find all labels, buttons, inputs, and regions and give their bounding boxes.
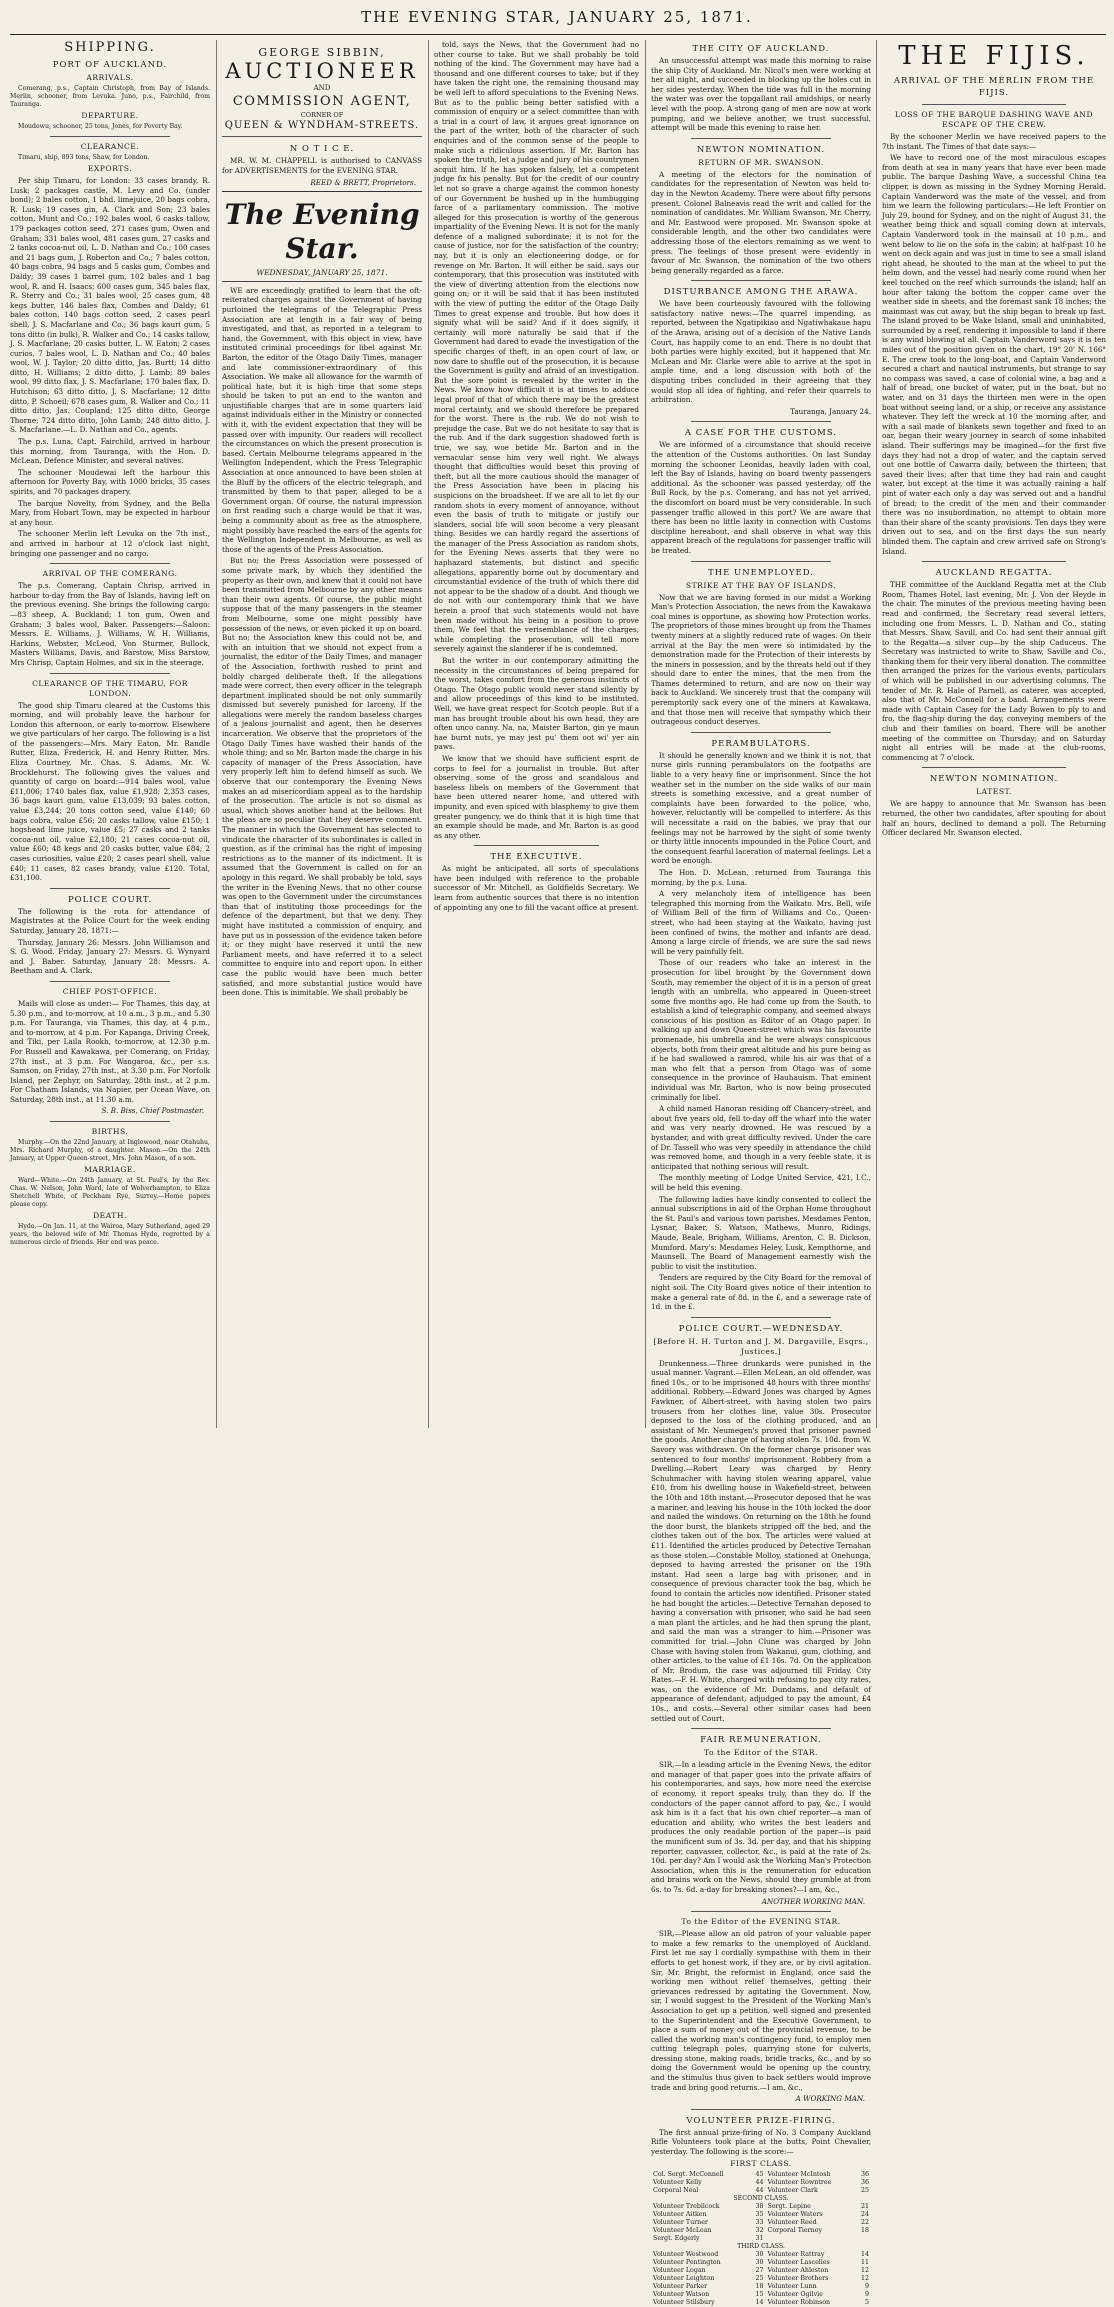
divider: [691, 1728, 831, 1729]
score-name: Volunteer Waters: [767, 2210, 823, 2218]
score-row: [651, 2291, 871, 2299]
ad-streets: QUEEN & WYNDHAM-STREETS.: [224, 119, 420, 131]
divider: [922, 561, 1066, 562]
score-row: [651, 2275, 871, 2283]
customs-heading: A CASE FOR THE CUSTOMS.: [684, 428, 838, 439]
post-office-heading: CHIEF POST-OFFICE.: [62, 986, 158, 996]
editorial-paragraph: We know that we should have sufficient esprit de corps to feel for a journalist in trouble. But after observing some of the gross and scandalous and baseless libels on members of the Government that have been uttered nearer home, and uttered with impunity, and even spiced with blasphemy to give them greater pungency, we do think that it is high time that an example should be made, and Mr. Barton is as good as any other.: [434, 753, 639, 840]
fair-remuneration-text: SIR,—In a leading article in the Evening News, the editor and manager of that paper goes into the private affairs of his contemporaries, and says, how more need the exercise of economy, it report speaks truly, than they do. If the conductors of the paper cannot afford to pay, &c., I would ask him is it a fact that his own chief reporter—a man of education and ability, who writes the best leaders and produces the only readable portion of the paper—is paid the munificent sum of 3s. 3d. per day, and that his shipping reporter, canvasser, collector, &c., is paid at the rate of 2s. 10d. per day? Am I would ask the Working Man's Protection Association, when this is the remuneration for education and brains work on the News, should they grumble at from 6s. to 7s. 6d. a-day for breaking stones?—I am, &c.,: [651, 1760, 871, 1894]
score-value: 9: [864, 2282, 869, 2290]
score-name: Volunteer Rattray: [767, 2250, 825, 2258]
score-name: Volunteer Kelly: [653, 2178, 702, 2186]
perambulators-heading: PERAMBULATORS.: [711, 738, 811, 749]
score-name: Volunteer Parker: [653, 2282, 708, 2290]
marriage-text: Ward—White.—On 24th January, at St. Paul's, by the Rev. Chas. W. Nelson, John Ward, late of Wolverhampton, to Eliza Shetchell White, of Peckham Rye, Surrey.—Home papers please copy.: [10, 1177, 210, 1209]
police-text: The following is the rota for attendance of Magistrates at the Police Court for the week ending Saturday, January 28, 1871:—: [10, 906, 210, 935]
score-row: [651, 2219, 871, 2227]
commission-agent-title: COMMISSION AGENT,: [232, 94, 412, 110]
divider: [691, 421, 831, 422]
perambulators-text: It should be generally known and we think it is not, that nurse girls running perambulators on the footpaths are liable to a very heavy fine or imprisonment. Since the hot weather set in the number on the side walks of our main streets is something excessive, and a great number of complaints have been forwarded to the police, who, however, reluctantly will be compelled to interfere. As this will necessitate a raid on the babies, we pray that our feelings may not be harrowed by the sight of some twenty or thirty little innocents impounded in the Police Court, and the consequent fearful laceration of maternal feelings. Let a word be enough.: [651, 750, 871, 866]
score-value: 15: [755, 2290, 764, 2298]
score-name: Volunteer Lascelles: [767, 2258, 830, 2266]
score-name: Volunteer Clark: [767, 2186, 818, 2194]
clearance-text: Timaru, ship, 893 tons, Shaw, for London.: [18, 154, 150, 161]
score-name: Volunteer McLean: [653, 2226, 712, 2234]
score-name: Volunteer Logan: [653, 2266, 706, 2274]
strike-heading: STRIKE AT THE BAY OF ISLANDS.: [685, 580, 837, 590]
score-value: 12: [860, 2274, 869, 2282]
exports-heading: EXPORTS.: [87, 164, 133, 173]
score-class-heading: THIRD CLASS.: [737, 2242, 785, 2250]
news-paragraph: The Hon. D. McLean, returned from Tauranga this morning, by the p.s. Luna.: [651, 867, 871, 887]
score-value: 14: [860, 2250, 869, 2258]
divider: [691, 280, 831, 281]
news-paragraph: A very melancholy item of intelligence has been telegraphed this morning from the Waikato. Mrs. Bell, wife of William Bell of the firm of Williams and Co., Queen-street, who had been staying at the Waikato, having just been confined of twins, the mother and infants are dead. Among a large circle of friends, we are sure the sad news will be very painfully felt.: [651, 889, 871, 956]
prize-firing-text: The first annual prize-firing of No. 3 Company Auckland Rifle Volunteers took place at the butts, Point Chevalier, yesterday. The following is the score:—: [651, 2127, 871, 2157]
arrivals-text: Comerang, p.s., Captain Christoph, from Bay of Islands. Merlin, schooner, from Levuka. Juno, p.s., Fairchild, from Tauranga.: [10, 85, 210, 108]
score-value: 5: [864, 2298, 869, 2306]
customs-text: We are informed of a circumstance that should receive the attention of the Customs authorities. On last Sunday morning the schooner Leonidas, heavily laden with coal, left the Bay of Islands, having on board twenty passengers additional. As the schooner was passed yesterday, off the Bull Rock, by the p.s. Comerang, and has not yet arrived, the discomfort on board must be very considerable. In such passenger traffic allowed in this port? We are aware that there has been no little laxity in connection with Customs discipline hereabout, and shall observe in what way this apparent breach of the regulations for passenger traffic will be treated.: [651, 440, 871, 555]
fair-remuneration-signature: ANOTHER WORKING MAN.: [761, 1896, 865, 1906]
city-board-text: Tenders are required by the City Board for the removal of night soil. The City Board gives notice of their intention to make a general rate of 8d. in the £, and a sewerage rate of 1d. in the £.: [651, 1273, 871, 1312]
latest-text: We are happy to announce that Mr. Swanson has been returned, the other two candidates, after spouting for about half an hours, declined to demand a poll. The Returning Officer declared Mr. Swanson elected.: [882, 799, 1106, 838]
proprietors-signature: REED & BRETT, Proprietors.: [310, 177, 416, 187]
arawa-text: We have been courteously favoured with the following satisfactory native news:—The quarrel impending, as reported, between the Ngatipikiao and Ngatiwhakaue hapu of the Arawa, arising out of a decision of the Native Lands Court, has happily come to an end. There is no doubt that both parties were highly excited, but it happened that Mr. McLean and Mr. Clarke were able to arrive at the spot in ample time, and a long discussion with both of the disputing tribes concluded in their agreeing that they would stop all idea of fighting, and refer their quarrels to arbitration.: [651, 299, 871, 405]
police-wednesday-heading: POLICE COURT.—WEDNESDAY.: [678, 1323, 844, 1334]
score-value: 24: [860, 2210, 869, 2218]
score-value: 25: [755, 2274, 764, 2282]
score-value: 14: [755, 2298, 764, 2306]
score-name: Volunteer Rowntree: [767, 2178, 832, 2186]
editorial-paragraph: told, says the News, that the Government had no other course to take. But we shall probably be told nothing of the kind. The Government may have had a thousand and one different courses to take; but if they have taken the right one, the remaining thousand may be well left to afford speculations to the Evening News. But as to the public being better satisfied with a commission of enquiry or a select committee than with a trial in a court of law, it argues great ignorance on the part of the writer, both of the character of such enquiries and of the common sense of the people to make such a ridiculous assertion. If Mr. Barton has spoken the truth, let a judge and jury of his countrymen acquit him. If he has spoken falsely, let a competent judge fix his penalty. But for the credit of our country let not so grave a charge against the common honesty of our Government be hushed up in the humbugging farce of a parliamentary commission. The motive alleged for this prosecution is worthy of the generous impartiality of the Evening News. It is not for the manly defence of a maligned subordinate; it is not for the cause of justice, nor for the satisfaction of the country; nay, but it is only an electioneering dodge, or for revenge on Mr. Barton. It will either be said, says our contemporary, that this prosecution was instituted with the view of diverting attention from the elections now going on; or it will be said that it has been instituted with the view of putting the editor of the Otago Daily Times to great expense and trouble. But how does it signify what will be said? And if it does signify, it certainly will more naturally be said that if the Government had dared to evade the investigation of the specific charges of theft, in an open court of law, or now dare to shuffle out of the prosecution, it is because the Government is guilty and afraid of an investigation. But the sore point is revealed by the writer in the News. We know how difficult it is at times to adduce legal proof of that of which there may be the greatest moral certainty, and we should therefore be prepared for the worst. There is the rub. We do not wish to prejudge the case. But we do not hesitate to say that is the rub. And if the dark suggestion shadowed forth is true, we say, woe betide Mr. Barton and in the vernacular sense him very well right. We always thought that difficulties would beset this proving of theft, but all the more cautious should the manager of the Press Association have been in placing his suspicions on the broadsheet. If we are all to let fly our random shots in every moment of annoyance, without even the basis of truth to mitigate or justify our slanders, social life will soon become a very pleasant thing. Besides we can hardly regard the assertions of the manager of the Press Association as random shots, for the Evening News asserts that they were no haphazard statements, but distinct and specific allegations, apparently borne out by documentary and circumstantial evidence of the truth of which there did not appear to be the shadow of a doubt. And though we do not with our contemporary think that we have herein a proof that such statements would not have been made without his being in a position to prove them, We feel that the verisemblance of the charges, while completing the prosecution, will tell more severely against the slanderer if he is condemned.: [434, 40, 639, 654]
divider: [691, 1317, 831, 1318]
ad-corner: CORNER OF: [300, 111, 344, 120]
column-rule: [645, 40, 646, 1428]
merlin-heading: ARRIVAL OF THE MERLIN FROM THE FIJIS.: [893, 76, 1095, 98]
latest-heading: LATEST.: [976, 787, 1012, 797]
score-value: 25: [860, 2186, 869, 2194]
column-rule: [428, 40, 429, 1428]
score-value: 36: [860, 2178, 869, 2186]
divider: [222, 191, 422, 192]
port-heading: PORT OF AUCKLAND.: [52, 60, 168, 70]
departure-heading: DEPARTURE.: [81, 111, 139, 120]
newton-nomination-heading: NEWTON NOMINATION.: [929, 774, 1059, 785]
orphan-home-text: The following ladies have kindly consented to collect the annual subscriptions in aid of the Orphan Home throughout the St. Paul's and various town parishes. Mesdames Fenton, Lysnar, Baker, S. Watson, Mathews, Munro, Ridings, Maude, Beale, Brigham, Williams, Arenton, C. B. Dickson, Mumford. Mary's: Mesdames Heley, Lusk, Kempthorne, and Maunsell. The Board of Management earnestly wish the public to visit the institution.: [651, 1194, 871, 1271]
regatta-heading: AUCKLAND REGATTA.: [935, 568, 1053, 579]
score-row: [651, 2251, 871, 2259]
dateline: WEDNESDAY, JANUARY 25, 1871.: [222, 268, 422, 282]
score-value: 21: [860, 2202, 869, 2210]
column-fijis: [882, 40, 1106, 1428]
unemployed-heading: THE UNEMPLOYED.: [708, 567, 814, 578]
score-value: 36: [860, 2170, 869, 2178]
score-name: Col. Sergt. McConnell: [653, 2170, 724, 2178]
score-name: Volunteer Stilsbury: [653, 2298, 715, 2306]
score-name: Volunteer Ahleston: [767, 2266, 829, 2274]
fijis-heading: THE FIJIS.: [898, 41, 1090, 71]
arrivals-heading: ARRIVALS.: [86, 73, 134, 82]
fijis-intro: By the schooner Merlin we have received papers to the 7th instant. The Times of that date says:—: [882, 132, 1106, 151]
fijis-text: We have to record one of the most miraculous escapes from death at sea in many years that have ever been made public. The barque Dashing Wave, a successful China tea clipper, is down as missing in the Sydney Morning Herald. Captain Vanderword was the mate of the vessel, and from him we learn the following particulars:—He left Frontier on July 29, bound for Sydney, and on the night of August 31, the weather being thick and squall coming down at intervals, Captain Vanderword took in the mainsail at 10 p.m., and went below to lie on the sofa in the cabin; at half-past 10 he went on deck again and was just in time to see a small island right ahead, he shouted to the man at the wheel to put the helm down, and the vessel had nearly come round when her keel touched on the reef which surrounds the island; half an hour after taking the bottom the copper came over the weather side in sheets, and the foremast sank 18 inches; the mainmast was cut away, but the ship began to break up fast. The island proved to be Wake Island, small and uninhabited, surrounded by a reef, rendering it impossible to land if there is any wind blowing at all. Captain Vanderword says it is ten miles out of the position given on the chart, 19° 20' N. 166° E. The crew took to the long-boat, and Captain Vanderword secured a chart and nautical instruments, but strange to say no compass was saved, a case of colonial wine, a bag and a half of bread, one bucket of water, put in the boat, but no water, and on 31 days the thirteen men were in the open boat without seeing land, or a ship, or receive any assistance whatever. They left the wreck at 10 the morning after, and with a sail made of blankets sewn together and fixed to an oar, began their weary journey in search of some inhabited island. Their sufferings may be imagined—for the first five days they had not a drop of water, and the captain served out one bottle of Cawarra daily, between the thirteen; that saved their lives; after that time they had rain and caught water, but except at the time it was actually raining a half pint of water each only a day was served out and a handful of bread; to the credit of the men and their commander there was no insubordination, no attempt to obtain more than their share of the scanty provisions. Ten days they were driven out to sea, and on the first days the sun nearly blinded them. The captain and crew arrived safe on Strong's Island.: [882, 153, 1106, 556]
score-value: 31: [755, 2234, 764, 2242]
score-name: Corporal Neal: [653, 2186, 699, 2194]
score-name: Corporal Tierney: [767, 2226, 823, 2234]
prize-firing-heading: VOLUNTEER PRIZE-FIRING.: [686, 2115, 836, 2126]
editorial-paragraph: But the writer in our contemporary admitting the necessity in the circumstances of being prepared for the worst, takes comfort from the generous instincts of Otago. The Otago public would never stand silently by and allow proceedings of this kind to be instituted. Well, we have great respect for Scotch people. But if a man has brought trouble about his own head, they are often unco canny. Na, na, Maister Barton, gin ye maun hae burnt nuts, ye may jest pu' them oot wi' yer ain paws.: [434, 656, 639, 752]
letter-text: SIR,—Please allow an old patron of your valuable paper to make a few remarks to the unemployed of Auckland. First let me say I cordially sympathise with them in their efforts to get honest work, if they are, or by civil agitation. Sir, Mr. Bright, the reformist in England, once said the working men without relief themselves, getting their grievances redressed by agitating the Government. Now, sir, I would suggest to the President of the Working Man's Association to get up a petition, well signed and presented to the Superintendent and the Executive Government, to place a sum of money out of the provincial revenue, to be called the working man's contingency fund, to employ men cutting telegraph poles, quarrying stone for culverts, dressing stone, making roads, bridle tracks, &c., and by so doing the Government would be opening up the country, and the stimulus thus given to back settlers would improve trade and bring good returns.—I am, &c.,: [651, 1929, 871, 2092]
score-value: 9: [864, 2290, 869, 2298]
comerang-heading: ARRIVAL OF THE COMERANG.: [42, 569, 178, 579]
column-local-news: [651, 40, 871, 2306]
divider: [691, 2109, 831, 2110]
fair-remuneration-subheading: To the Editor of the STAR.: [704, 1748, 818, 1758]
score-name: Volunteer Robinson: [767, 2298, 831, 2306]
comerang-text: The p.s. Comerang, Captain Chrisp, arrived in harbour to-day from the Bay of Islands, having left on the previous evening. She brings the following cargo:—83 sheep, A. Buckland; 1 ton gum, Owen and Graham; 3 bales wool, Baker. Passengers:—Saloon: Messrs. E. Williams, J. Williams, W. H. Williams, Harkins, Webster, McLeod, Von Sturmer, Bullock, Masters Williams, Davis, and Barstow, Miss Barstow, Mrs Chrisp, Captain Holmes, and six in the steerage.: [10, 581, 210, 667]
score-name: Volunteer Lunn: [767, 2282, 817, 2290]
score-name: Volunteer Aitken: [653, 2210, 707, 2218]
score-value: 18: [755, 2282, 764, 2290]
score-value: 22: [860, 2218, 869, 2226]
score-value: 45: [755, 2170, 764, 2178]
column-editorial-continued: [434, 40, 639, 1428]
score-row: [651, 2227, 871, 2235]
score-value: 30: [755, 2258, 764, 2266]
notice-heading: N O T I C E.: [289, 144, 355, 155]
divider: [50, 673, 170, 674]
divider: [474, 845, 599, 846]
score-row: [651, 2187, 871, 2195]
advertiser-name: GEORGE SIBBIN,: [258, 46, 386, 59]
column-shipping: [10, 40, 210, 1428]
death-text: Hyde.—On Jan. 11, at the Wairoa, Mary Sutherland, aged 29 years, the beloved wife of Mr. Thomas Hyde, regretted by a numerous circle of friends. Her end was peace.: [10, 1223, 210, 1247]
police-rota: Thursday, January 26: Messrs. John Williamson and S. G. Wood. Friday, January 27: Messrs. G. Wynyard and J. Baber. Saturday, January 28: Messrs. A. Beetham and A. Clark.: [10, 937, 210, 976]
notice-text: MR. W. M. CHAPPELL is authorised to CANVASS for ADVERTISEMENTS for the EVENING STAR.: [222, 156, 422, 175]
divider: [922, 104, 1066, 105]
child-drowning-text: A child named Hanoran residing off Chancery-street, and about five years old, fell to-day off the wharf into the water and was very nearly drowned. He was rescued by a bystander, and with great difficulty revived. Under the care of Dr. Tassell who was very speedily in attendance the child was removed home, and though in a very feeble state, it is anticipated that nothing serious will result.: [651, 1104, 871, 1171]
arawa-dateline: Tauranga, January 24.: [790, 406, 871, 416]
score-name: Volunteer Ogilvie: [767, 2290, 823, 2298]
ad-and: AND: [313, 83, 331, 92]
score-value: 32: [755, 2226, 764, 2234]
score-value: 33: [755, 2218, 764, 2226]
score-name: Volunteer Leighton: [653, 2274, 715, 2282]
news-paragraph: The schooner Merlin left Levuka on the 7th inst., and arrived in harbour at 12 o'clock last night, bringing one passenger and no cargo.: [10, 529, 210, 558]
score-value: 30: [755, 2250, 764, 2258]
score-table: [651, 2171, 871, 2307]
news-paragraph: The p.s. Luna, Capt. Fairchild, arrived in harbour this morning, from Tauranga, with the Hon. D. McLean, Defence Minister, and several natives.: [10, 437, 210, 466]
fair-remuneration-heading: FAIR REMUNERATION.: [700, 1735, 822, 1746]
marriage-heading: MARRIAGE.: [84, 1165, 136, 1175]
police-heading: POLICE COURT.: [67, 894, 153, 905]
shipping-heading: SHIPPING.: [64, 40, 156, 55]
news-paragraph: Those of our readers who take an interest in the prosecution for libel brought by the Government down South, may remember the object of it is in a person of great length with an umbrella, who appeared in Queen-street some five months ago. He had come up from the South, to establish a kind of telegraphic company, and seemed always conscious of his position as Editor of an Otago paper. In walking up and down Queen-street which was his favourite promenade, his umbrella and he were always conspicuous objects, both from their great altitude and his pure being as if he had swallowed a ramrod, while his air was that of a man who felt that a person from Otago was of some consequence in the province of Hauhauism. That eminent individual was Mr. Barton, who is now being prosecuted criminally for libel.: [651, 958, 871, 1102]
timaru-text: The good ship Timaru cleared at the Customs this morning, and will probably leave the harbour for London this afternoon, or early to-morrow. Elsewhere we give particulars of her cargo. The following is a list of the passengers:—Mrs. Mary Eaton, Mr. Randle Rutter, Eliza, Frederick, H. and Henry Rutter, Mrs. Eliza Courtney, Mr. Chas. S. Adams, Mr. W. Brocklehurst. The following gives the values and quantity of cargo on board:—914 bales wool, value £11,006; 1740 bales flax, value £1,928; 2,353 cases, 36 bags kauri gum, value £13,039; 93 bales cotton, value £3,244; 20 tons cotton seed, value £140; 60 bags cobra, value £56; 20 casks tallow, value £150; 1 hogshead lime juice, value £5; 27 casks and 2 tanks cocoa-nut oil, value £2,180; 21 cases cocoa-nut oil, value £60; 48 kegs and 20 casks butter, value £84; 2 cases curiosities, value £20; 2 cases pearl shell, value £40; 11 cases, 82 cases brandy, value £120. Total, £31,100.: [10, 700, 210, 883]
newton-text: A meeting of the electors for the nomination of candidates for the representation of Newton was held to-day in the Newton Academy. There were about fifty persons present. Colonel Balneavis read the writ and called for the nomination of candidates. Mr. William Swanson, Mr. Cherry, and Mr. Eastwood were proposed. Mr. Swanson spoke at considerable length, and the other two candidates were addressing those of the electors remaining as we went to press. The feelings of those present were evidently in favour of Mr. Swanson, the nomination of the two others being generally regarded as a farce.: [651, 169, 871, 275]
births-heading: BIRTHS.: [91, 1127, 129, 1137]
regatta-text: THE committee of the Auckland Regatta met at the Club Room, Thames Hotel, last evening, Mr. J. Von der Heyde in the chair. The minutes of the previous meeting having been read and confirmed, the Secretary read several letters, including one from Messrs. L. D. Nathan and Co., stating that Messrs. Shaw, Savill, and Co. had sent their annual gift to the Regatta—a silver cup—by the ship Caduceus. The Secretary was instructed to write to Shaw, Saville and Co., thanking them for their very liberal donation. The committee then arranged the prizes for the various events, particulars of which will be published in our advertising columns. The tender of Mr. R. Hale of Parnell, as caterer, was accepted, also that of Mr. McConnell for a band. Arrangements were made with Captain Casey for the Lady Bowen to ply to and fro, the flag-ship during the day, conveying members of the club and their families on board. There will be another meeting of the committee on Thursday; and on Saturday night all entries will be made at the club-rooms, commencing at 7 o'clock.: [882, 580, 1106, 762]
divider: [691, 138, 831, 139]
letter-subheading: To the Editor of the EVENING STAR.: [681, 1917, 841, 1927]
divider: [50, 888, 170, 889]
divider: [691, 732, 831, 733]
score-value: 27: [755, 2266, 764, 2274]
score-name: Volunteer Watson: [653, 2290, 710, 2298]
newton-subheading: RETURN OF MR. SWANSON.: [698, 157, 824, 167]
score-value: 12: [860, 2266, 869, 2274]
editorial-paragraph: WE are exceedingly gratified to learn that the oft-reiterated charges against the Government of having purloined the telegrams of the Telegraphic Press Association are at length in a fair way of being investigated, and that, as reported in a telegram to hand, the Government, with this object in view, have instituted criminal proceedings for libel against Mr. Barton, the editor of the Otago Daily Times, manager and late commissioner-extraordinary of this Association. We make all allowance for the warmth of political hate, but it is high time that some steps should be taken to put an end to the wanton and unjustifiable charges that are in some quarters laid against individuals either in the Ministry or connected with it, with the evident expectation that they will be passed over with impunity. Our readers will recollect the circumstances on which the present prosecution is based. Certain Melbourne telegrams appeared in the Wellington Independent, which the Press Telegraphic Association at once announced to have been stolen at the Bluff by the officers of the electric telegraph, and transmitted by them to that paper, alleged to be a Government organ. Of course, the natural impression on first reading such a charge would be that it was, being a community about as free as the atmosphere, might possibly have reached the ears of the agents for the Wellington Independent in Melbourne, as well as those of the agents of the Press Association.: [222, 285, 422, 554]
score-row: [651, 2179, 871, 2187]
executive-text: As might be anticipated, all sorts of speculations have been indulged with reference to the probable successor of Mr. Mitchell, as Goldfields Secretary. We learn from authentic sources that there is no intention of appointing any one to fill the vacant office at present.: [434, 864, 639, 912]
strike-text: Now that we are having formed in our midst a Working Man's Protection Association, the news from the Kawakawa coal mines is opportune, as showing how Protection works. The proprietors of those mines brought up from the Thames twenty miners at a slightly reduced rate of wages. On their arrival at the Bay the men were so intimidated by the demonstration made for the Protection of their interests by the miners in possession, and by the threats held out if they should dare to enter the mines, that the men from the Thames determined to return, and are now on their way back to Auckland. We sincerely trust that the company will peremptorily sack every one of the miners at Kawakawa, and that those men will receive that sympathy which their outrageous conduct deserves.: [651, 592, 871, 727]
arawa-heading: DISTURBANCE AMONG THE ARAWA.: [663, 287, 859, 298]
newton-heading: NEWTON NOMINATION.: [696, 144, 826, 155]
divider: [50, 563, 170, 564]
score-value: 11: [860, 2258, 869, 2266]
score-value: [855, 2235, 871, 2243]
lodge-text: The monthly meeting of Lodge United Service, 421, I.C., will be held this evening.: [651, 1173, 871, 1192]
score-name: Volunteer Westwood: [653, 2250, 719, 2258]
exports-text: Per ship Timaru, for London: 33 cases brandy, R. Lusk; 2 packages castle, M. Levy and Co. (under bond); 2 bales cotton, 1 bhd. limejuice, 20 bags cobra, R. Lusk; 19 cases gin, A. Clark and Son; 23 bales cotton, Munt and Co.; 192 bales wool, 6 casks tallow, 179 packages cotton seed, 271 cases gum, Owen and Graham; 331 bales wool, 481 cases gum, 27 casks and 2 tanks cocoa-nut oil, L. D. Nathan and Co.; 100 cases and 21 bags gum, J. Roberton and Co.; 7 bales cotton, 40 bags cobra, 94 bags and 5 casks gum, Combes and Daldy; 39 cases 1 barrel gum, 102 bales and 1 bag wool, R. and H. Isaacs; 600 cases gum, 345 bales flax, R. Sterry and Co.; 31 bales wool, 25 cases gum, 48 kegs butter, 146 bales flax, Combes and Daldy; 61 bales cotton, 140 bags cotton seed, 2 cases pearl shell, J. S. Macfarlane and Co.; 36 bags kauri gum, 5 tons ditto (in bulk), R. Walker and Co.; 14 casks tallow, J. S. Macfarlane; 20 casks butter, L. W. Eaton; 2 cases curios, 7 bales wool, L. D. Nathan and Co.; 40 bales wool, W. J. Taylor; 20 ditto ditto, Jas. Burtt; 14 ditto ditto, H. Williams; 2 ditto ditto, J. Lamb; 89 bales wool, 99 ditto flax, J. S. Macfarlane; 170 bales flax, D. Hutchison; 63 ditto ditto, J. S. Macfarlane; 12 ditto ditto, P. Schoeil; 678 cases gum, R. Walker and Co.; 11 ditto ditto, Jas. Coupland; 125 ditto ditto, George Thorne; 724 ditto ditto, John Lamb; 248 ditto ditto, J. S. Macfarlane.—L. D. Nathan and Co., agents.: [10, 176, 210, 435]
divider: [50, 1121, 170, 1122]
newspaper-title: THE EVENING STAR, JANUARY 25, 1871.: [361, 8, 753, 26]
auctioneer-title: AUCTIONEER: [225, 58, 419, 83]
loss-heading: LOSS OF THE BARQUE DASHING WAVE AND ESCAPE OF THE CREW.: [894, 110, 1094, 129]
score-name: Volunteer McIntosh: [767, 2170, 831, 2178]
score-row: [651, 2171, 871, 2179]
score-name: Volunteer Brothers: [767, 2274, 829, 2282]
divider: [922, 767, 1066, 768]
column-rule: [876, 40, 877, 1428]
departure-text: Moudewu, schooner, 25 tons, Jones, for Poverty Bay.: [18, 123, 183, 130]
top-rule: [10, 34, 1106, 35]
score-row: [651, 2203, 871, 2211]
executive-heading: THE EXECUTIVE.: [490, 852, 583, 863]
score-value: 44: [755, 2178, 764, 2186]
police-wednesday-subheading: [Before H. H. Turton and J. M. Dargaville, Esqrs., Justices.]: [653, 1336, 869, 1356]
score-name: Sergt. Edgerly: [653, 2234, 700, 2242]
column-editorial: [222, 40, 422, 1428]
score-name: Volunteer Trebilcock: [653, 2202, 720, 2210]
city-of-auckland-text: An unsuccessful attempt was made this morning to raise the ship City of Auckland. Mr. Nicol's men were working at her all night, and succeeded in blocking up the holes cut in her sides yesterday. When the tide was full in the morning the water was over the topgallant rail amidships, or nearly level with the poop. A strong gang of men are now at work pumping, and we believe another, we trust successful, attempt will be made this evening to raise her.: [651, 56, 871, 133]
score-name: Sergt. Lepine: [767, 2202, 811, 2210]
score-name: Volunteer Pentington: [653, 2258, 721, 2266]
divider: [50, 136, 170, 137]
death-heading: DEATH.: [93, 1211, 127, 1221]
letter-signature: A WORKING MAN.: [795, 2094, 865, 2104]
score-row: [651, 2259, 871, 2267]
score-row: [651, 2235, 871, 2243]
score-value: 44: [755, 2186, 764, 2194]
score-name: [766, 2235, 856, 2243]
timaru-heading: CLEARANCE OF THE TIMARU, FOR LONDON.: [32, 678, 188, 698]
news-paragraph: The schooner Moudewai left the harbour this afternoon for Poverty Bay, with 1000 bricks, 35 cases spirits, and 70 packages drapery.: [10, 467, 210, 496]
score-row: [651, 2267, 871, 2275]
divider: [691, 561, 831, 562]
score-value: 18: [860, 2226, 869, 2234]
divider: [691, 1911, 831, 1912]
auctioneer-advertisement: [222, 48, 422, 137]
score-class-heading: FIRST CLASS.: [730, 2158, 792, 2168]
score-value: 35: [755, 2210, 764, 2218]
masthead: [0, 0, 1114, 34]
score-row: [651, 2283, 871, 2291]
births-text: Murphy.—On the 22nd January, at Inglewood, near Otahuhu, Mrs. Richard Murphy, of a daughter. Mason.—On the 24th January, at Upper Queen-street, Mrs. John Mason, of a son.: [10, 1139, 210, 1163]
post-office-text: Mails will close as under:— For Thames, this day, at 5.30 p.m., and to-morrow, at 10 a.m., 3 p.m., and 5.30 p.m. For Tauranga, via Thames, this day, at 4 p.m., and to-morrow, at 4 p.m. For Kapanga, Driving Creek, and Tiki, per Laila Rookh, to-morrow, at 12.30 p.m. For Russell and Kawakawa, per Comerang, on Friday, 27th inst., at 3 p.m. For Wangaroa, &c., per s.s. Samson, on Friday, 27th inst., at 3.30 p.m. For Norfolk Island, per Zephyr, on Saturday, 28th inst., at 2 p.m. For Chatham Islands, via Napier, per Ocean Wave, on Saturday, 28th inst., at 11.30 a.m.: [10, 998, 210, 1104]
city-of-auckland-heading: THE CITY OF AUCKLAND.: [692, 44, 830, 54]
score-row: [651, 2211, 871, 2219]
newspaper-banner: The Evening Star.: [224, 198, 420, 266]
divider: [50, 981, 170, 982]
clearance-heading: CLEARANCE.: [80, 142, 140, 151]
score-class-heading: SECOND CLASS.: [733, 2194, 789, 2202]
score-row: [651, 2299, 871, 2307]
column-rule: [216, 40, 217, 1428]
police-wednesday-text: Drunkenness.—Three drunkards were punished in the usual manner. Vagrant.—Ellen McLean, an old offender, was fined 10s., or to be imprisoned 48 hours with three months' additional. Robbery.—Edward Jones was charged by Agnes Fawkner, of Albert-street, with having stolen two pairs trousers from her clothes line, value 30s. Prosecutor deposed to the loss of the clothing produced, and an assistant of Mr. Neumegen's proved that prisoner pawned the goods. Another charge of having stolen 7s. 10d. from W. Savory was withdrawn. On the former charge prisoner was sentenced to four months' imprisonment. Robbery from a Dwelling.—Robert Leary was charged by Henry Schuhmacher with having stolen wearing apparel, value £10, from his dwelling house in Wakefield-street, between the 10th and 18th instant.—Prosecutor deposed that he was a mariner, and leaving his house in the 10th locked the door and nailed the windows. On returning on the 18th he found the door burst, the blankets stripped off the bed, and the clothes taken out of the box. The articles were valued at £11. Identified the articles produced by Detective Ternahan as those stolen.—Constable Molloy, stationed at Onehunga, deposed to having arrested the prisoner on the 19th instant. Had seen a large bag with prisoner, and in consequence of previous character took the bag, which he found to contain the articles now identified. Prisoner stated he had bought the articles.—Detective Ternahan deposed to having a conversation with prisoner, who said he had seen a man plant the articles, and he had then sprung the plant, and said the man was a stranger to him.—Prisoner was committed for trial.—John Clune was charged by John Chase with having stolen from Wakanui, gum, clothing, and other articles, to the value of £1 16s. 7d. On the application of Mr. Brodum, the case was adjourned till Friday. City Rates.—F. H. White, charged with refusing to pay city rates, was, on the evidence of Mr. Dundams, and default of appearance of defendant, adjudged to pay the amount, £4 10s., and costs.—Several other similar cases had been settled out of Court.: [651, 1358, 871, 1723]
score-name: Volunteer Turner: [653, 2218, 708, 2226]
postmaster-signature: S. B. Biss, Chief Postmaster.: [101, 1106, 204, 1116]
news-paragraph: The barque Novelty, from Sydney, and the Bella Mary, from Hobart Town, may be expected in harbour at any hour.: [10, 498, 210, 527]
score-name: Volunteer Reed: [767, 2218, 817, 2226]
editorial-paragraph: But no; the Press Association were possessed of some private mark, by which they identified the property as their own, and knew that it could not have been transmitted from Melbourne by any other means than their own agents. Of course, the public might suppose that of the many passengers in the steamer from Melbourne, some one might possibly have possession of the news, or even picked it up on board. But no; the Association knew this could not be, and with an intuition that we should not expect from a journalist, the editor of the Daily Times, and manager of the Association, forthwith rushed to print and boldly charged deliberate theft. If the allegations made were correct, then every officer in the telegraph department implicated should be not only summarily dismissed but severely punished for larceny. If the allegations were merely the random baseless charges of a jealous journalist and agent, then he deserves incarceration. We observe that the proprietors of the Otago Daily Times have washed their hands of the whole thing; and so Mr. Barton made the charge in his capacity of manager of the Press Association, have very properly left him to defend himself as such. We observe that our contemporary the Evening News makes an ad misericordiam appeal as to the hardship of the prosecution. The article is not so dismal as usual, which shows another hand at the bellows. But the pleas are so peculiar that they deserve comment. The manner in which the Government has selected to vindicate the character of its subordinates is called in question, as if the criminal has the right of imposing restrictions as to the manner of its indictment. It is assumed that the Government is called on for an apology in this regard. We shall probably be told, says the writer in the Evening News, that no other course was open to the Government under the circumstances than that of instituting those proceedings for the defence of the department, but that we deny. They might have instituted a commission of enquiry, and have put us in possession of the evidence taken before it; or they might have reserved it until the new Parliament meets, and have referred it to a select committee to enquire into and report upon. In either case the public would have been much better satisfied, and more substantial justice would have been done. This is inimitable. We shall probably be: [222, 556, 422, 998]
score-value: 38: [755, 2202, 764, 2210]
